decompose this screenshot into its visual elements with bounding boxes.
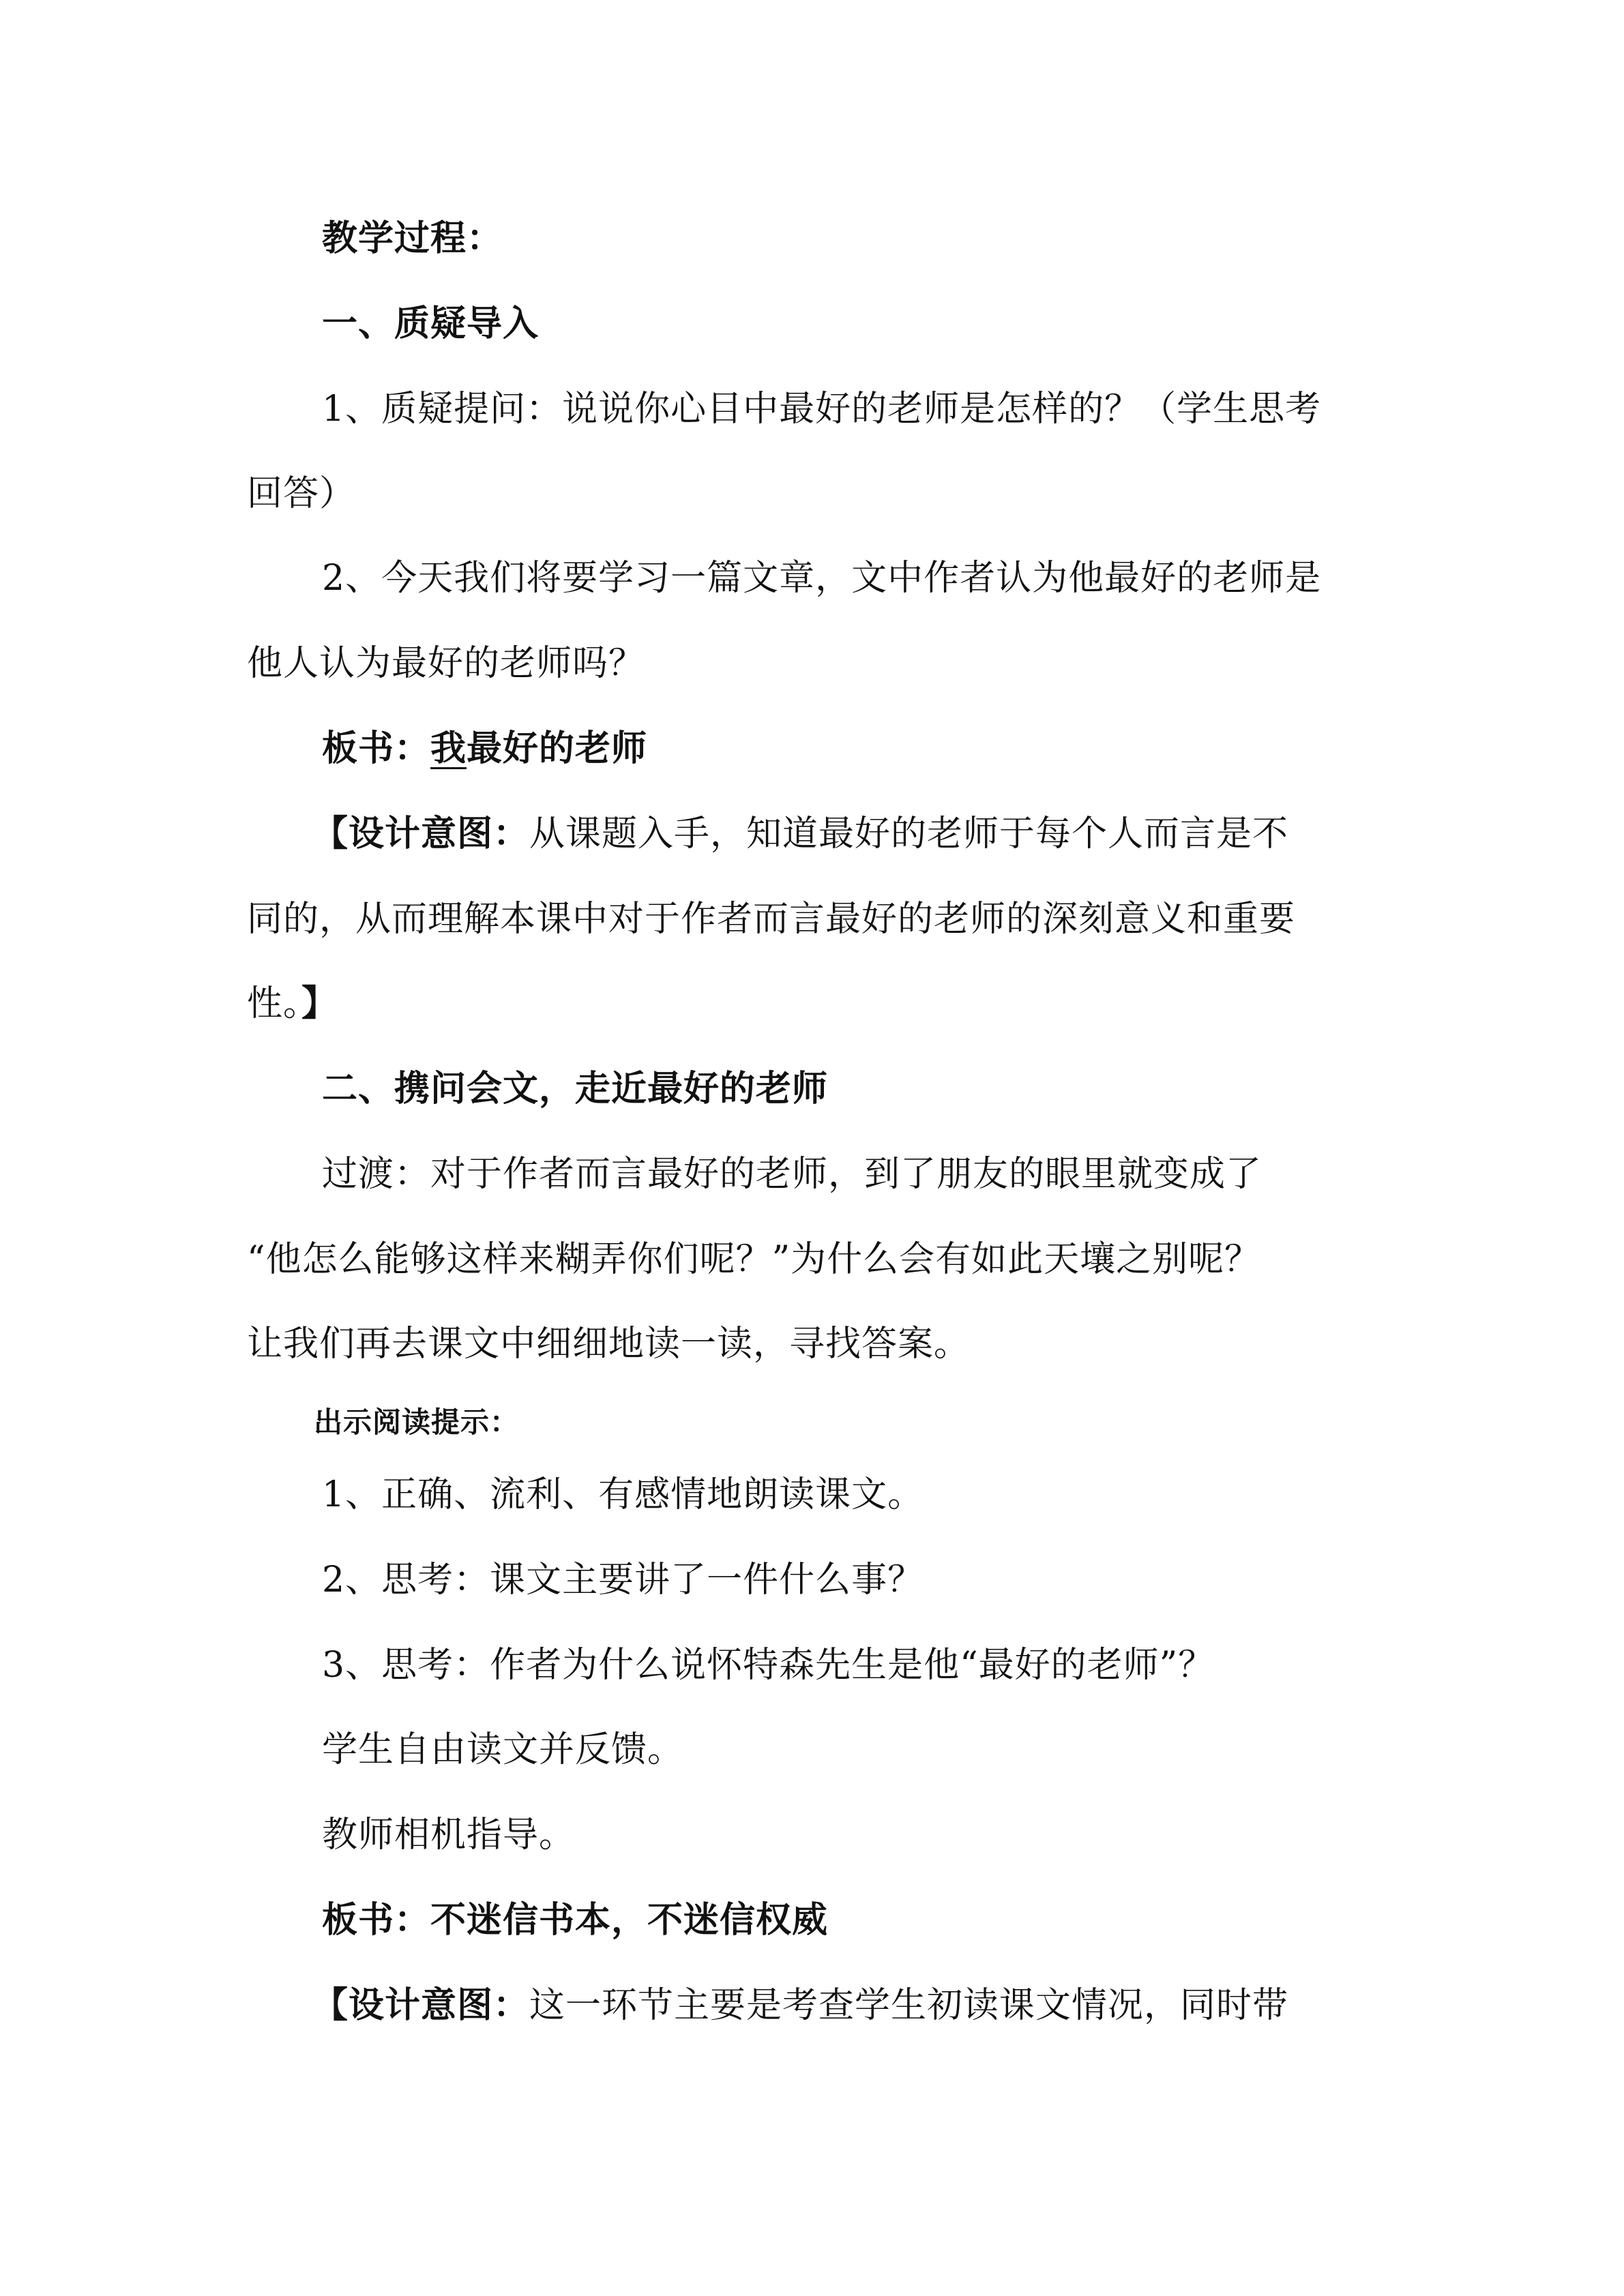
design-intent-end-text: 性。 <box>247 983 302 1024</box>
board-rest: 最好的老师 <box>467 728 648 769</box>
section2-title: 二、携问会文，走近最好的老师 <box>322 1069 829 1109</box>
transition-line3: 让我们再去课文中细细地读一读，寻找答案。 <box>247 1324 971 1365</box>
question2-line1: 2、今天我们将要学习一篇文章，文中作者认为他最好的老师是 <box>322 558 1322 599</box>
board-writing-1 <box>322 727 647 771</box>
design-intent-1-line2: 同的，从而理解本课中对于作者而言最好的老师的深刻意义和重要 <box>247 899 1296 940</box>
design-intent-text: 这一环节主要是考查学生初读课文情况，同时带 <box>529 1985 1289 2026</box>
board-writing-2: 板书：不迷信书本，不迷信权威 <box>322 1900 829 1941</box>
transition-line2: “他怎么能够这样来糊弄你们呢？”为什么会有如此天壤之别呢？ <box>247 1239 1261 1280</box>
reading-prompt-item: 2、思考：课文主要讲了一件什么事？ <box>322 1560 924 1600</box>
question1-line1: 1、质疑提问：说说你心目中最好的老师是怎样的？（学生思考 <box>322 389 1322 430</box>
reading-prompt-item: 3、思考：作者为什么说怀特森先生是他“最好的老师”？ <box>322 1645 1215 1686</box>
board-emphasis: 我 <box>430 728 467 769</box>
transition-line1: 过渡：对于作者而言最好的老师，到了朋友的眼里就变成了 <box>322 1154 1263 1195</box>
board-label: 板书： <box>322 728 431 769</box>
teacher-action: 教师相机指导。 <box>322 1815 576 1855</box>
design-intent-close-bracket: 】 <box>301 983 338 1024</box>
design-intent-text: 从课题入手，知道最好的老师于每个人而言是不 <box>529 814 1289 854</box>
design-intent-1-line3 <box>247 982 338 1026</box>
section1-title: 一、质疑导入 <box>322 303 540 344</box>
reading-prompt-item: 1、正确、流利、有感情地朗读课文。 <box>322 1474 924 1515</box>
question2-line2: 他人认为最好的老师吗？ <box>247 643 645 684</box>
design-intent-label: 【设计意图： <box>312 1985 530 2026</box>
question1-line2: 回答） <box>247 473 356 514</box>
heading-teaching-process: 教学过程： <box>322 218 503 259</box>
design-intent-2-line1 <box>312 1984 1288 2027</box>
student-action: 学生自由读文并反馈。 <box>322 1729 684 1770</box>
design-intent-1-line1 <box>312 812 1288 856</box>
reading-prompt-heading: 出示阅读提示： <box>314 1405 520 1439</box>
design-intent-label: 【设计意图： <box>312 814 530 854</box>
